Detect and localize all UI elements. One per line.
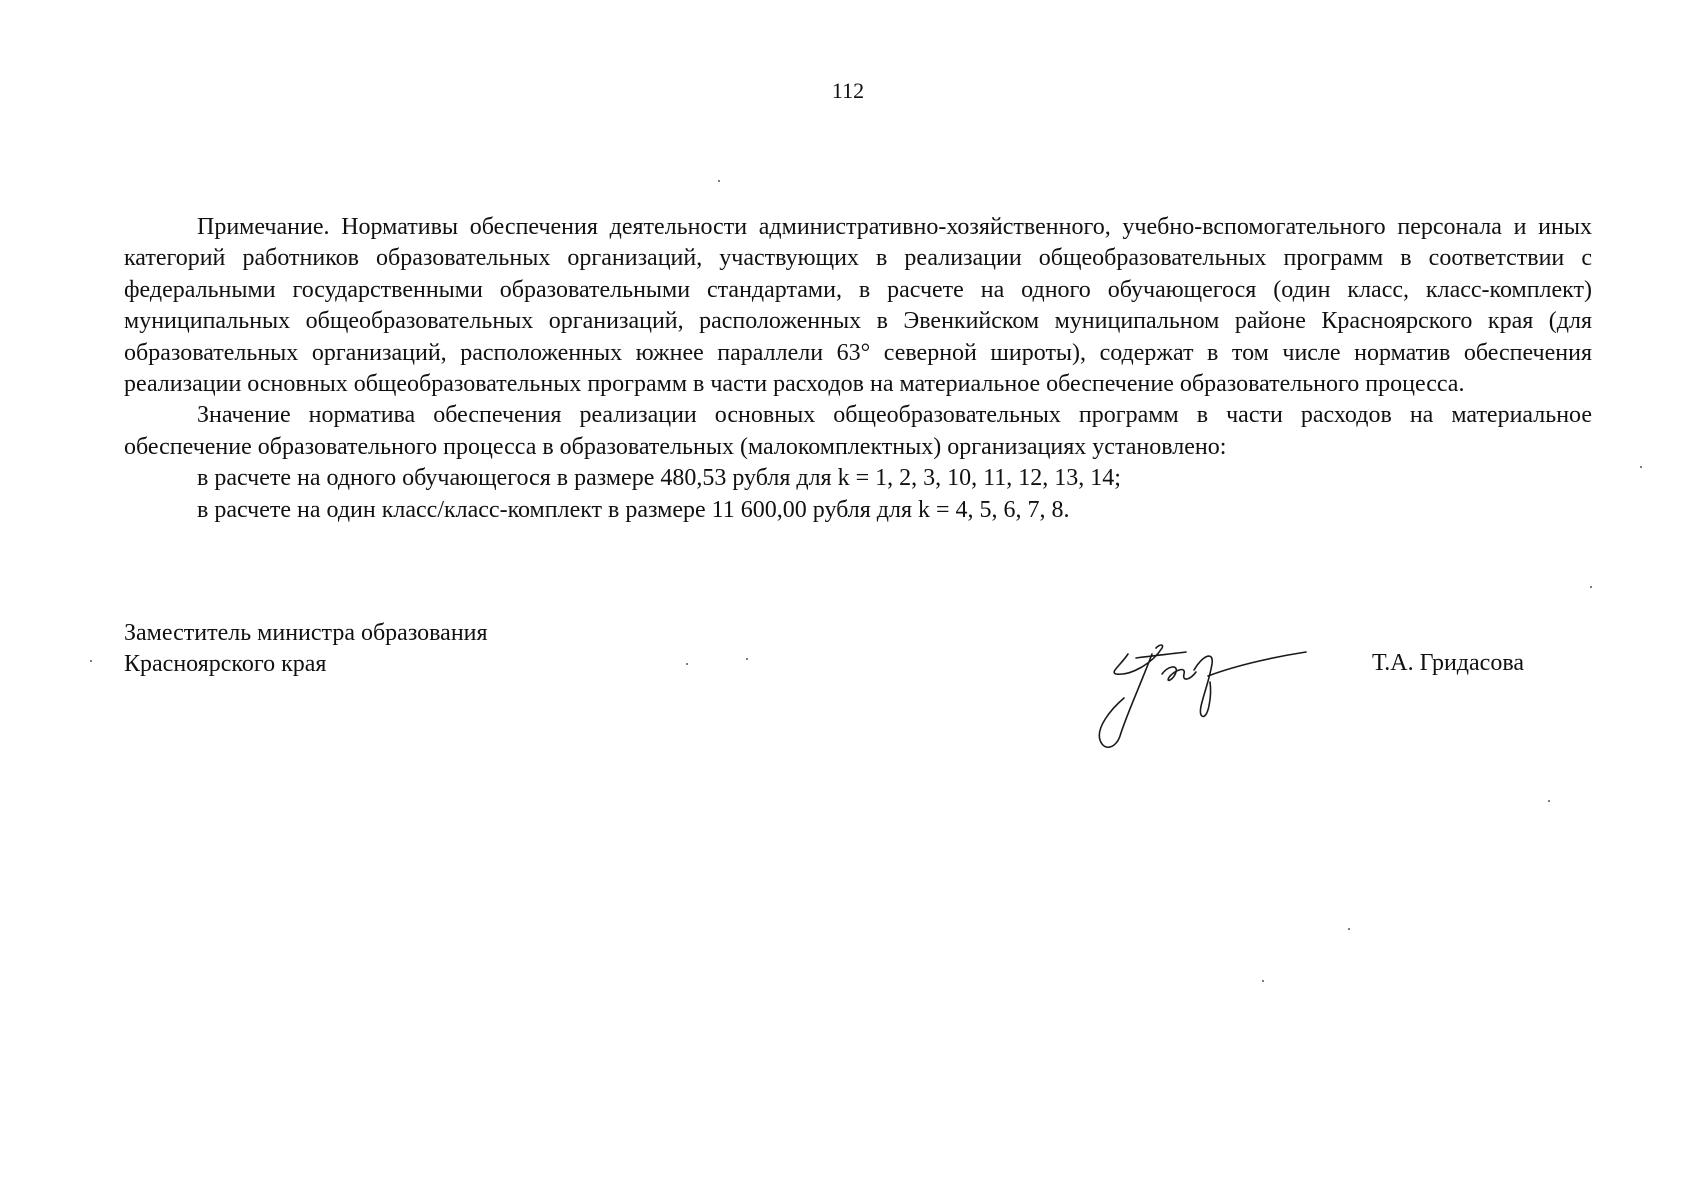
scan-speck bbox=[90, 660, 92, 662]
page-number: 112 bbox=[831, 78, 865, 103]
note-section bbox=[124, 212, 1592, 526]
norm-value-paragraph: Значение норматива обеспечения реализации основных общеобразовательных программ в части расходов на материальное обеспечение образовательного процесса в образовательных (малокомплектных) организациях установлено: bbox=[124, 402, 1592, 460]
signatory-title bbox=[124, 618, 488, 681]
scan-speck bbox=[1590, 586, 1592, 588]
note-paragraph: Примечание. Нормативы обеспечения деятельности административно-хозяйственного, учебно-вспомогательного персонала и иных категорий работников образовательных организаций, участвующих в реализации общеобразовательных программ в соответствии с федеральными государственными образовательными стандартами, в расчете на одного обучающегося (один класс, класс-комплект) муниципальных общеобразовательных организаций, расположенных в Эвенкийском муниципальном районе Красноярского края (для образовательных организаций, расположенных южнее параллели 63° северной широты), содержат в том числе норматив обеспечения реализации основных общеобразовательных программ в части расходов на материальное обеспечение образовательного процесса. bbox=[124, 214, 1592, 398]
per-class-norm-line: в расчете на один класс/класс-комплект в размере 11 600,00 рубля для k = 4, 5, 6, 7, 8. bbox=[197, 496, 1070, 523]
scan-speck bbox=[1548, 800, 1550, 802]
scan-speck bbox=[718, 180, 720, 182]
scan-speck bbox=[1262, 980, 1264, 982]
per-student-norm-line: в расчете на одного обучающегося в размере 480,53 рубля для k = 1, 2, 3, 10, 11, 12, 13, 14; bbox=[197, 465, 1121, 492]
handwritten-signature bbox=[1090, 636, 1310, 756]
scan-speck bbox=[746, 658, 748, 660]
scan-speck bbox=[1640, 466, 1642, 468]
signer-name: Т.А. Гридасова bbox=[1372, 650, 1524, 676]
signatory-title-line-2: Красноярского края bbox=[124, 651, 327, 678]
scan-speck bbox=[686, 663, 688, 665]
scan-speck bbox=[1348, 928, 1350, 930]
signatory-title-line-1: Заместитель министра образования bbox=[124, 620, 488, 646]
